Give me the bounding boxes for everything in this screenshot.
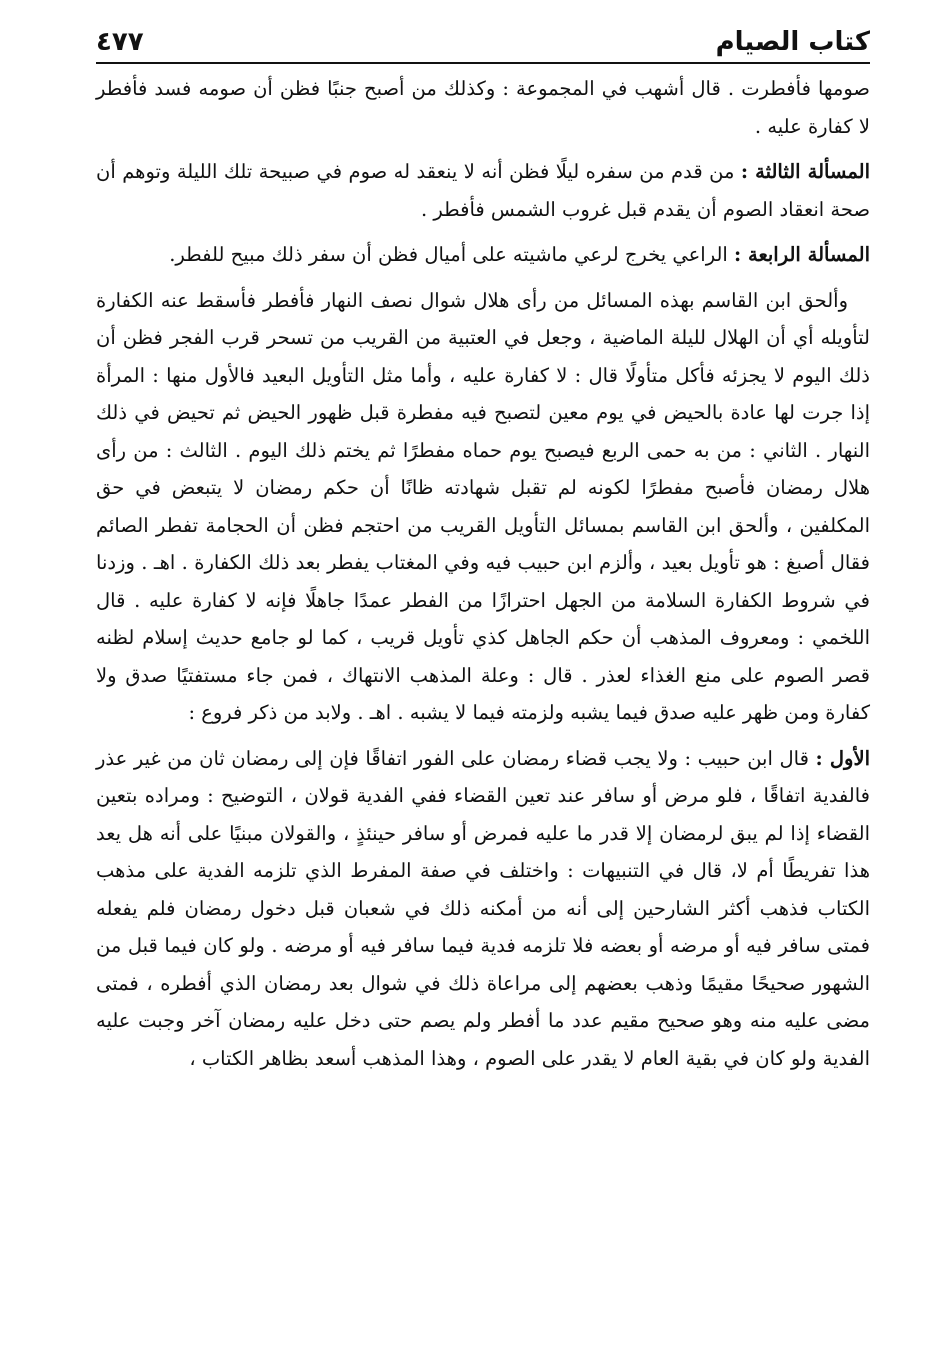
page-header	[96, 18, 870, 64]
paragraph-1	[96, 70, 870, 145]
paragraph-text: صومها فأفطرت . قال أشهب في المجموعة : وكذلك من أصبح جنبًا فظن أن صومه فسد فأفطر لا كفارة عليه .	[96, 77, 870, 138]
section-heading: المسألة الثالثة :	[740, 160, 870, 183]
paragraph-issue-4	[96, 236, 870, 274]
paragraph-text: الراعي يخرج لرعي ماشيته على أميال فظن أن سفر ذلك مبيح للفطر.	[169, 243, 735, 266]
section-heading: الأول :	[815, 746, 870, 770]
paragraph-text: وألحق ابن القاسم بهذه المسائل من رأى هلال شوال نصف النهار فأفطر فأسقط عنه الكفارة لتأويله أي أن الهلال لليلة الماضية ، وجعل في العتبية من القريب من تسحر قرب الفجر فظن أن ذلك اليوم لا يجزئه فأكل متأولًا قال : لا كفارة عليه ، وأما مثل التأويل البعيد فالأول منها : المرأة إذا جرت لها عادة بالحيض في يوم معين لتصبح فيه مفطرة قبل ظهور الحيض ثم تحيض في ذلك النهار . الثاني : من به حمى الربع فيصبح يوم حماه مفطرًا ثم يختم ذلك اليوم . الثالث : من رأى هلال رمضان فأصبح مفطرًا لكونه لم تقبل شهادته ظانًا أن حكم رمضان لا يتبعض في حق المكلفين ، وألحق ابن القاسم بمسائل التأويل القريب من احتجم فظن أن الحجامة تفطر الصائم فقال أصبغ : هو تأويل بعيد ، وألزم ابن حبيب فيه وفي المغتاب يفطر بعد ذلك الكفارة . اهـ . وزدنا في شروط الكفارة السلامة من الجهل احترازًا من الفطر عمدًا جاهلًا فإنه لا كفارة عليه . قال اللخمي : ومعروف المذهب أن حكم الجاهل كذي تأويل قريب ، كما لو جامع حديث إسلام لظنه قصر الصوم على منع الغذاء لعذر . قال : وعلة المذهب الانتهاك ، فمن جاء مستفتيًا صدق ولا كفارة ومن ظهر عليه صدق فيما يشبه ولزمته فيما لا يشبه . اهـ . ولابد من ذكر فروع :	[96, 288, 870, 724]
paragraph-first-branch	[96, 740, 870, 1078]
running-title: كتاب الصيام	[715, 27, 870, 57]
paragraph-text: قال ابن حبيب : ولا يجب قضاء رمضان على الفور اتفاقًا فإن إلى رمضان ثان من غير عذر فالفدية اتفاقًا ، فلو مرض أو سافر عند تعين القضاء ففي الفدية قولان ، التوضيح : ومراده بتعين القضاء إذا لم يبق لرمضان إلا قدر ما عليه فمرض أو سافر حينئذٍ ، والقولان مبنيًا على أنه هل يعد هذا تفريطًا أم لا، قال في التنبيهات : واختلف في صفة المفرط الذي تلزمه الفدية على مذهب الكتاب فذهب أكثر الشارحين إلى أنه من أمكنه ذلك في شعبان قبل دخول رمضان فلم يفعله فمتى سافر فيه أو مرضه أو بعضه فلا تلزمه فدية فيما سافر فيه أو مرضه . ولو كان فيما قبل من الشهور صحيحًا مقيمًا وذهب بعضهم إلى مراعاة ذلك في شوال بعد رمضان الذي أفطره ، فمتى مضى عليه منه وهو صحيح مقيم عدد ما أفطر ولم يصم حتى دخل عليه رمضان آخر وجبت عليه الفدية ولو كان في بقية العام لا يقدر على الصوم ، وهذا المذهب أسعد بظاهر الكتاب ،	[96, 746, 870, 1070]
paragraph-main	[96, 282, 870, 732]
page-number: ٤٧٧	[96, 27, 144, 57]
paragraph-text: من قدم من سفره ليلًا فظن أنه لا ينعقد له صوم في صبيحة تلك الليلة وتوهم أن صحة انعقاد الصوم أن يقدم قبل غروب الشمس فأفطر .	[96, 160, 870, 221]
document-page	[96, 18, 870, 1085]
section-heading: المسألة الرابعة :	[734, 243, 870, 266]
paragraph-issue-3	[96, 153, 870, 228]
